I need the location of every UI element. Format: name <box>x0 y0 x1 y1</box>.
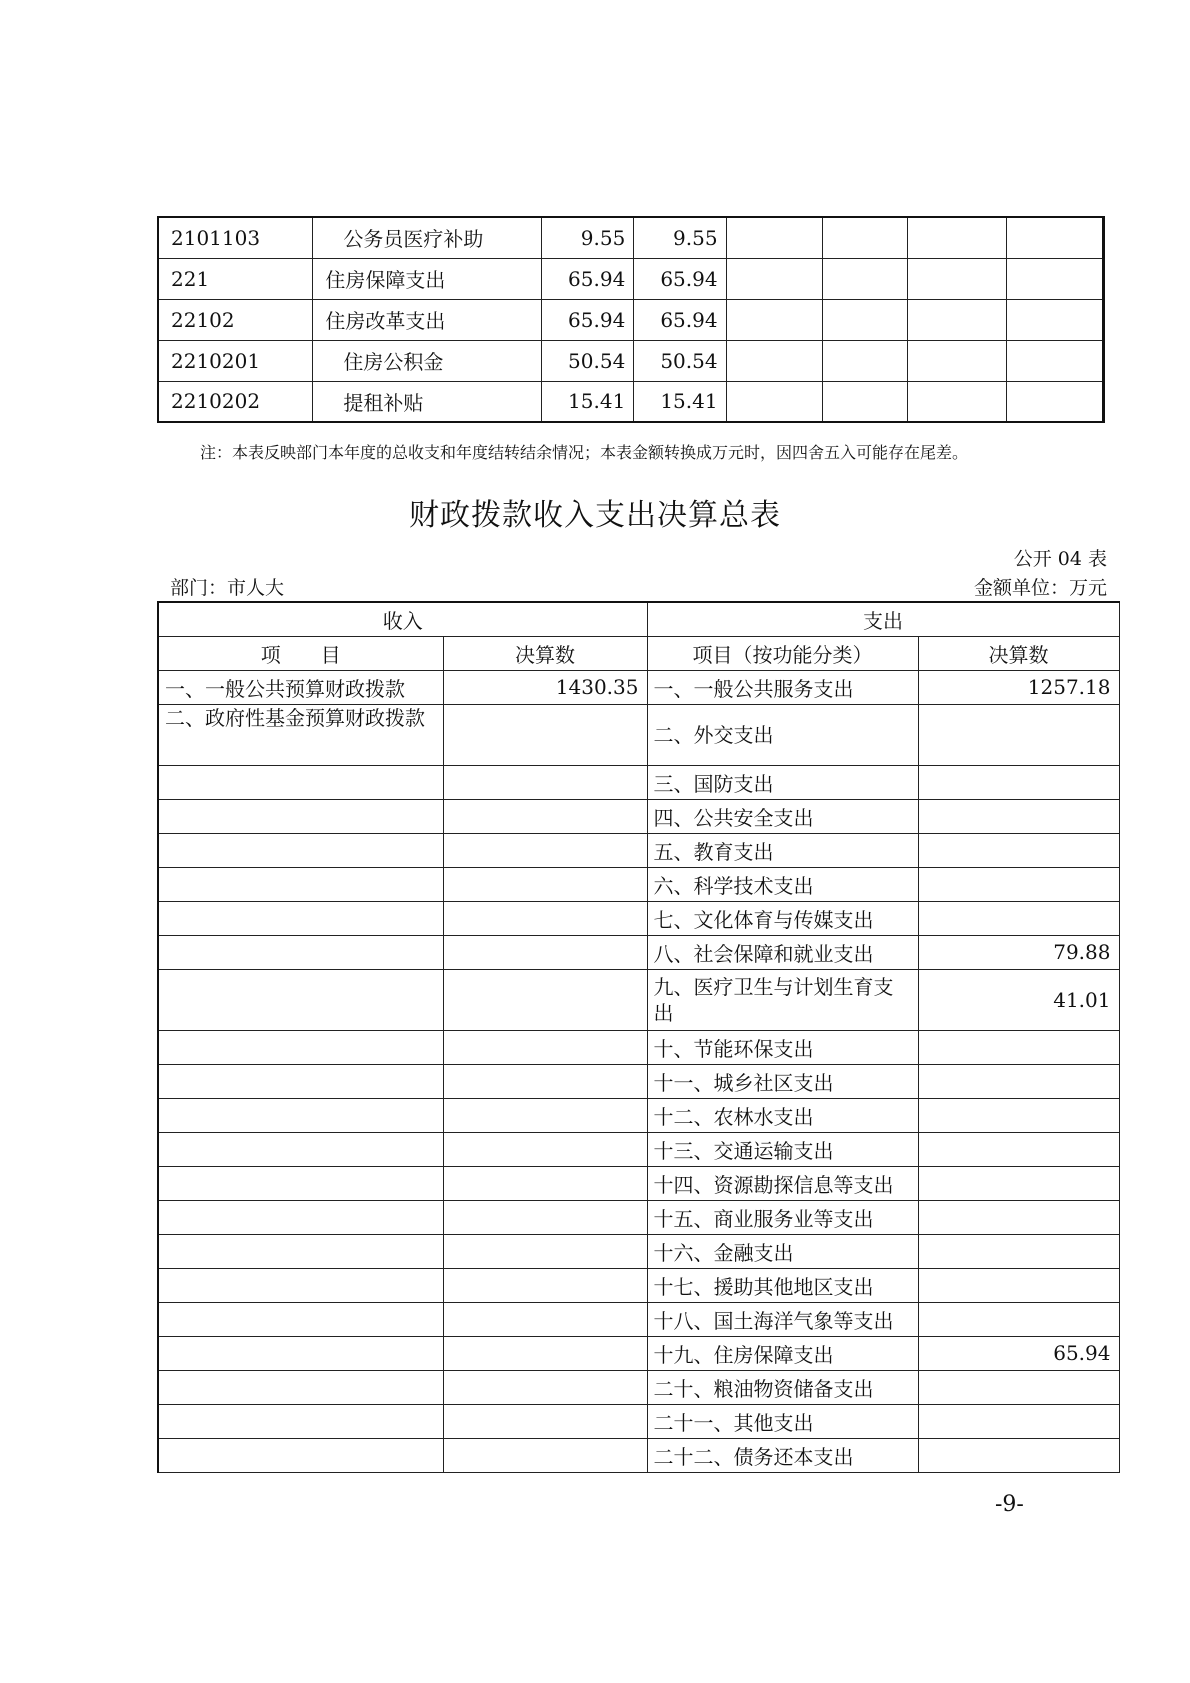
table-row <box>158 901 1119 935</box>
expense-amount <box>918 1438 1119 1472</box>
empty-cell <box>726 217 822 258</box>
table-row <box>158 258 1104 299</box>
empty-cell <box>1006 258 1103 299</box>
budget-summary-table <box>157 601 1120 1473</box>
income-amount <box>443 935 647 969</box>
income-item <box>158 1132 443 1166</box>
row-value: 15.41 <box>634 381 726 422</box>
row-value: 50.54 <box>634 340 726 381</box>
table-row <box>158 1132 1119 1166</box>
col-item: 项 目 <box>158 636 443 670</box>
expense-item: 十四、资源勘探信息等支出 <box>647 1166 918 1200</box>
income-item <box>158 1302 443 1336</box>
income-amount <box>443 704 647 765</box>
income-amount <box>443 1268 647 1302</box>
table-row <box>158 799 1119 833</box>
expense-item: 十、节能环保支出 <box>647 1030 918 1064</box>
expense-amount: 65.94 <box>918 1336 1119 1370</box>
income-amount <box>443 1030 647 1064</box>
table-row <box>158 1030 1119 1064</box>
expense-item: 二十、粮油物资储备支出 <box>647 1370 918 1404</box>
income-amount <box>443 969 647 1030</box>
top-detail-table <box>157 216 1105 423</box>
table-row <box>158 340 1104 381</box>
expense-item: 二、外交支出 <box>647 704 918 765</box>
empty-cell <box>822 299 907 340</box>
row-code: 22102 <box>158 299 313 340</box>
income-item <box>158 765 443 799</box>
empty-cell <box>1006 340 1103 381</box>
income-item <box>158 1268 443 1302</box>
expense-item: 五、教育支出 <box>647 833 918 867</box>
expense-amount <box>918 1132 1119 1166</box>
empty-cell <box>908 258 1006 299</box>
expense-amount <box>918 1302 1119 1336</box>
expense-amount: 79.88 <box>918 935 1119 969</box>
income-amount <box>443 1132 647 1166</box>
empty-cell <box>726 340 822 381</box>
income-item <box>158 1098 443 1132</box>
income-item <box>158 1064 443 1098</box>
table-row <box>158 867 1119 901</box>
empty-cell <box>1006 217 1103 258</box>
income-amount <box>443 833 647 867</box>
empty-cell <box>726 381 822 422</box>
empty-cell <box>908 381 1006 422</box>
income-item <box>158 901 443 935</box>
row-name: 公务员医疗补助 <box>313 217 542 258</box>
income-amount <box>443 1234 647 1268</box>
income-item <box>158 1166 443 1200</box>
expense-item: 二十二、债务还本支出 <box>647 1438 918 1472</box>
expense-amount <box>918 799 1119 833</box>
page-title: 财政拨款收入支出决算总表 <box>409 498 781 533</box>
empty-cell <box>822 381 907 422</box>
col-amount: 决算数 <box>443 636 647 670</box>
row-value: 9.55 <box>634 217 726 258</box>
row-value: 65.94 <box>634 258 726 299</box>
expense-item: 十七、援助其他地区支出 <box>647 1268 918 1302</box>
income-amount <box>443 1404 647 1438</box>
empty-cell <box>726 299 822 340</box>
expense-amount: 41.01 <box>918 969 1119 1030</box>
expense-item: 四、公共安全支出 <box>647 799 918 833</box>
income-amount <box>443 1370 647 1404</box>
table-row <box>158 1200 1119 1234</box>
expense-item: 九、医疗卫生与计划生育支出 <box>647 969 918 1030</box>
empty-cell <box>822 258 907 299</box>
income-item <box>158 867 443 901</box>
col-item-function: 项目（按功能分类） <box>647 636 918 670</box>
row-code: 2210201 <box>158 340 313 381</box>
income-header: 收入 <box>158 602 647 636</box>
income-amount: 1430.35 <box>443 670 647 704</box>
income-amount <box>443 1098 647 1132</box>
row-code: 221 <box>158 258 313 299</box>
table-row <box>158 704 1119 765</box>
income-item <box>158 1200 443 1234</box>
expense-amount <box>918 765 1119 799</box>
expense-item: 六、科学技术支出 <box>647 867 918 901</box>
income-amount <box>443 867 647 901</box>
table-row <box>158 1336 1119 1370</box>
row-value: 15.41 <box>542 381 634 422</box>
expense-amount: 1257.18 <box>918 670 1119 704</box>
row-value: 9.55 <box>542 217 634 258</box>
expense-amount <box>918 704 1119 765</box>
expense-amount <box>918 867 1119 901</box>
income-amount <box>443 765 647 799</box>
expense-item: 十六、金融支出 <box>647 1234 918 1268</box>
income-item <box>158 799 443 833</box>
income-item: 一、一般公共预算财政拨款 <box>158 670 443 704</box>
expense-item: 八、社会保障和就业支出 <box>647 935 918 969</box>
income-item <box>158 1030 443 1064</box>
table-row <box>158 670 1119 704</box>
table-row <box>158 381 1104 422</box>
empty-cell <box>908 299 1006 340</box>
col-amount-2: 决算数 <box>918 636 1119 670</box>
income-amount <box>443 799 647 833</box>
empty-cell <box>726 258 822 299</box>
expense-amount <box>918 901 1119 935</box>
expense-amount <box>918 1404 1119 1438</box>
table-row <box>158 765 1119 799</box>
table-row <box>158 1098 1119 1132</box>
table-row <box>158 1438 1119 1472</box>
row-value: 65.94 <box>542 258 634 299</box>
empty-cell <box>822 340 907 381</box>
expense-header: 支出 <box>647 602 1119 636</box>
expense-item: 十五、商业服务业等支出 <box>647 1200 918 1234</box>
row-name: 住房改革支出 <box>313 299 542 340</box>
expense-item: 一、一般公共服务支出 <box>647 670 918 704</box>
page-number: -9- <box>995 1492 1024 1517</box>
income-amount <box>443 1438 647 1472</box>
empty-cell <box>1006 381 1103 422</box>
expense-item: 二十一、其他支出 <box>647 1404 918 1438</box>
expense-amount <box>918 1064 1119 1098</box>
empty-cell <box>908 217 1006 258</box>
table-row <box>158 969 1119 1030</box>
expense-item: 三、国防支出 <box>647 765 918 799</box>
empty-cell <box>908 340 1006 381</box>
table-row <box>158 1064 1119 1098</box>
table-row <box>158 1370 1119 1404</box>
expense-item: 十八、国土海洋气象等支出 <box>647 1302 918 1336</box>
table-note: 注：本表反映部门本年度的总收支和年度结转结余情况；本表金额转换成万元时，因四舍五入可能存在尾差。 <box>200 443 969 462</box>
empty-cell <box>1006 299 1103 340</box>
expense-item: 十二、农林水支出 <box>647 1098 918 1132</box>
income-amount <box>443 1200 647 1234</box>
expense-item: 十九、住房保障支出 <box>647 1336 918 1370</box>
empty-cell <box>822 217 907 258</box>
row-name: 住房公积金 <box>313 340 542 381</box>
expense-item: 七、文化体育与传媒支出 <box>647 901 918 935</box>
row-code: 2210202 <box>158 381 313 422</box>
table-row <box>158 1234 1119 1268</box>
row-code: 2101103 <box>158 217 313 258</box>
income-item: 二、政府性基金预算财政拨款 <box>158 704 443 765</box>
table-row <box>158 1302 1119 1336</box>
expense-item: 十一、城乡社区支出 <box>647 1064 918 1098</box>
form-number: 公开 04 表 <box>1013 548 1107 570</box>
row-value: 65.94 <box>542 299 634 340</box>
income-item <box>158 969 443 1030</box>
table-row <box>158 217 1104 258</box>
income-item <box>158 1438 443 1472</box>
income-item <box>158 1234 443 1268</box>
table-row <box>158 1166 1119 1200</box>
expense-amount <box>918 833 1119 867</box>
expense-item: 十三、交通运输支出 <box>647 1132 918 1166</box>
income-item <box>158 1336 443 1370</box>
expense-amount <box>918 1370 1119 1404</box>
table-row <box>158 1268 1119 1302</box>
expense-amount <box>918 1030 1119 1064</box>
expense-amount <box>918 1268 1119 1302</box>
income-amount <box>443 1336 647 1370</box>
row-value: 50.54 <box>542 340 634 381</box>
expense-amount <box>918 1166 1119 1200</box>
income-amount <box>443 901 647 935</box>
income-item <box>158 1370 443 1404</box>
expense-amount <box>918 1200 1119 1234</box>
income-item <box>158 1404 443 1438</box>
expense-amount <box>918 1098 1119 1132</box>
income-amount <box>443 1302 647 1336</box>
table-row <box>158 833 1119 867</box>
income-amount <box>443 1166 647 1200</box>
table-row <box>158 299 1104 340</box>
expense-amount <box>918 1234 1119 1268</box>
department-label: 部门：市人大 <box>170 577 285 599</box>
income-item <box>158 935 443 969</box>
row-name: 提租补贴 <box>313 381 542 422</box>
table-row <box>158 1404 1119 1438</box>
income-amount <box>443 1064 647 1098</box>
row-name: 住房保障支出 <box>313 258 542 299</box>
income-item <box>158 833 443 867</box>
table-row <box>158 935 1119 969</box>
amount-unit-label: 金额单位：万元 <box>973 577 1107 599</box>
row-value: 65.94 <box>634 299 726 340</box>
